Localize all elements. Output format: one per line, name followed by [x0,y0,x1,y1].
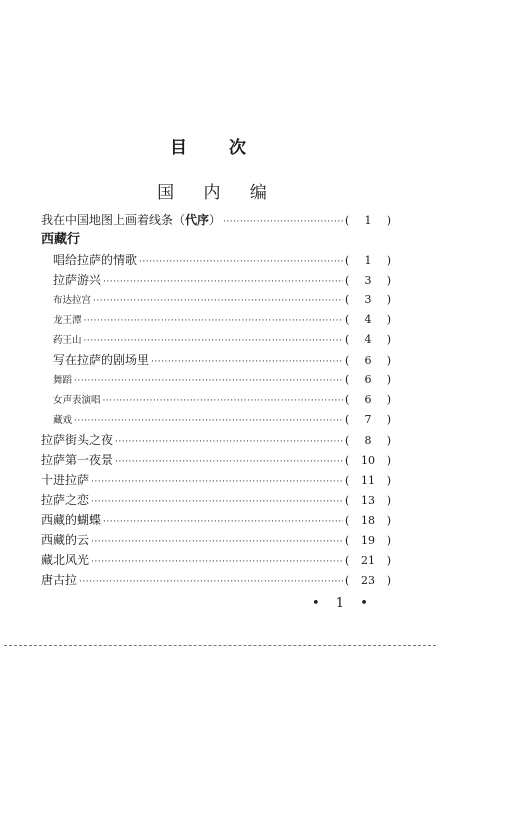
toc-entry [41,450,391,470]
dot-leader [115,432,343,452]
toc-page-ref: ( 11 ) [345,471,391,491]
toc-entry [41,490,391,510]
dot-leader [91,472,343,492]
dot-leader [103,512,343,532]
toc-entry [41,370,391,390]
toc-page-ref: ( 18 ) [345,511,391,531]
toc-page-number: 8 [364,434,372,447]
toc-entry [41,410,391,430]
toc-page-ref: ( 4 ) [345,330,391,350]
toc-entry-title: 拉萨游兴 [53,273,102,287]
toc-page-ref: ( 3 ) [345,290,391,310]
dot-leader [93,291,343,311]
toc-entry [41,570,391,590]
toc-page-ref: ( 21 ) [345,551,391,571]
dot-leader [84,311,343,331]
toc-page-number: 4 [364,313,372,326]
toc-entry-title: 西藏的蝴蝶 [41,513,102,527]
toc-page-number: 6 [364,354,372,367]
dot-leader [103,391,343,411]
dot-leader [151,352,343,372]
toc-entry-title: 西藏的云 [41,533,90,547]
toc-page-number: 3 [364,293,372,306]
toc-entry [41,430,391,450]
toc-page-ref: ( 6 ) [345,370,391,390]
toc-entry-title: 唐古拉 [41,573,78,587]
toc-page-ref: ( 7 ) [345,410,391,430]
toc-page-ref: ( 4 ) [345,310,391,330]
toc-page-number: 23 [361,574,375,587]
toc-entry [41,310,391,330]
dot-leader [74,411,343,431]
toc-page-number: 13 [361,494,375,507]
toc-entry-title: 拉萨之恋 [41,493,90,507]
toc-entry [41,250,391,270]
toc-entry [41,330,391,350]
toc-page-ref: ( 8 ) [345,431,391,451]
dot-leader [91,492,343,512]
toc-page-number: 1 [364,214,372,227]
toc-page-ref: ( 23 ) [345,571,391,591]
toc-page-number: 1 [364,254,372,267]
toc-entry-title: 龙王潭 [53,315,82,326]
page-number: • 1 • [312,596,374,611]
toc-entry-title: 舞蹈 [53,375,73,386]
toc-entry-title: 拉萨第一夜景 [41,453,114,467]
section-heading: 国 内 编 [157,183,279,203]
toc-page-number: 4 [364,333,372,346]
toc-page-ref: ( 3 ) [345,271,391,291]
dot-leader [74,371,343,391]
toc-entry-title: 藏戏 [53,415,73,426]
toc-page-number: 19 [361,534,375,547]
toc-page-ref: ( 1 ) [345,211,391,231]
toc-entry-title: 药王山 [53,335,82,346]
toc-entry-title: 女声表演唱 [53,395,101,406]
toc-entry-title: 西藏行 [41,232,81,247]
toc-page-ref: ( 6 ) [345,390,391,410]
toc-entry [41,550,391,570]
dot-leader [91,552,343,572]
toc-entry [41,530,391,550]
toc-page-number: 6 [364,373,372,386]
dot-leader [103,272,343,292]
toc-entry-title: 拉萨街头之夜 [41,433,114,447]
toc-page-number: 6 [364,393,372,406]
toc-entry-title: 十进拉萨 [41,473,90,487]
toc-page-number: 11 [361,474,375,487]
dot-leader [139,252,343,272]
toc-entry [41,290,391,310]
page-divider [4,645,436,646]
toc-entry [41,510,391,530]
page-title: 目 次 [170,138,264,158]
toc-entry-title: 写在拉萨的剧场里 [53,353,150,367]
toc-page-number: 7 [364,413,372,426]
toc-page-ref: ( 13 ) [345,491,391,511]
toc-entry-title: 布达拉宫 [53,295,92,306]
toc-entry-title: 我在中国地图上画着线条（代序） [41,213,222,227]
toc-page-number: 21 [361,554,375,567]
table-of-contents [41,210,391,590]
toc-section-heading [41,230,391,250]
toc-entry-title: 唱给拉萨的情歌 [53,253,138,267]
dot-leader [91,532,343,552]
toc-entry-title: 藏北风光 [41,553,90,567]
toc-entry [41,390,391,410]
toc-page-ref: ( 19 ) [345,531,391,551]
toc-page-ref: ( 10 ) [345,451,391,471]
toc-entry [41,350,391,370]
dot-leader [115,452,343,472]
toc-page-number: 10 [361,454,375,467]
toc-entry [41,270,391,290]
dot-leader [79,572,343,592]
dot-leader [84,331,343,351]
toc-page-ref: ( 1 ) [345,251,391,271]
toc-page-number: 18 [361,514,375,527]
toc-page-number: 3 [364,274,372,287]
dot-leader [223,212,343,232]
toc-entry [41,210,391,230]
toc-entry [41,470,391,490]
toc-page-ref: ( 6 ) [345,351,391,371]
